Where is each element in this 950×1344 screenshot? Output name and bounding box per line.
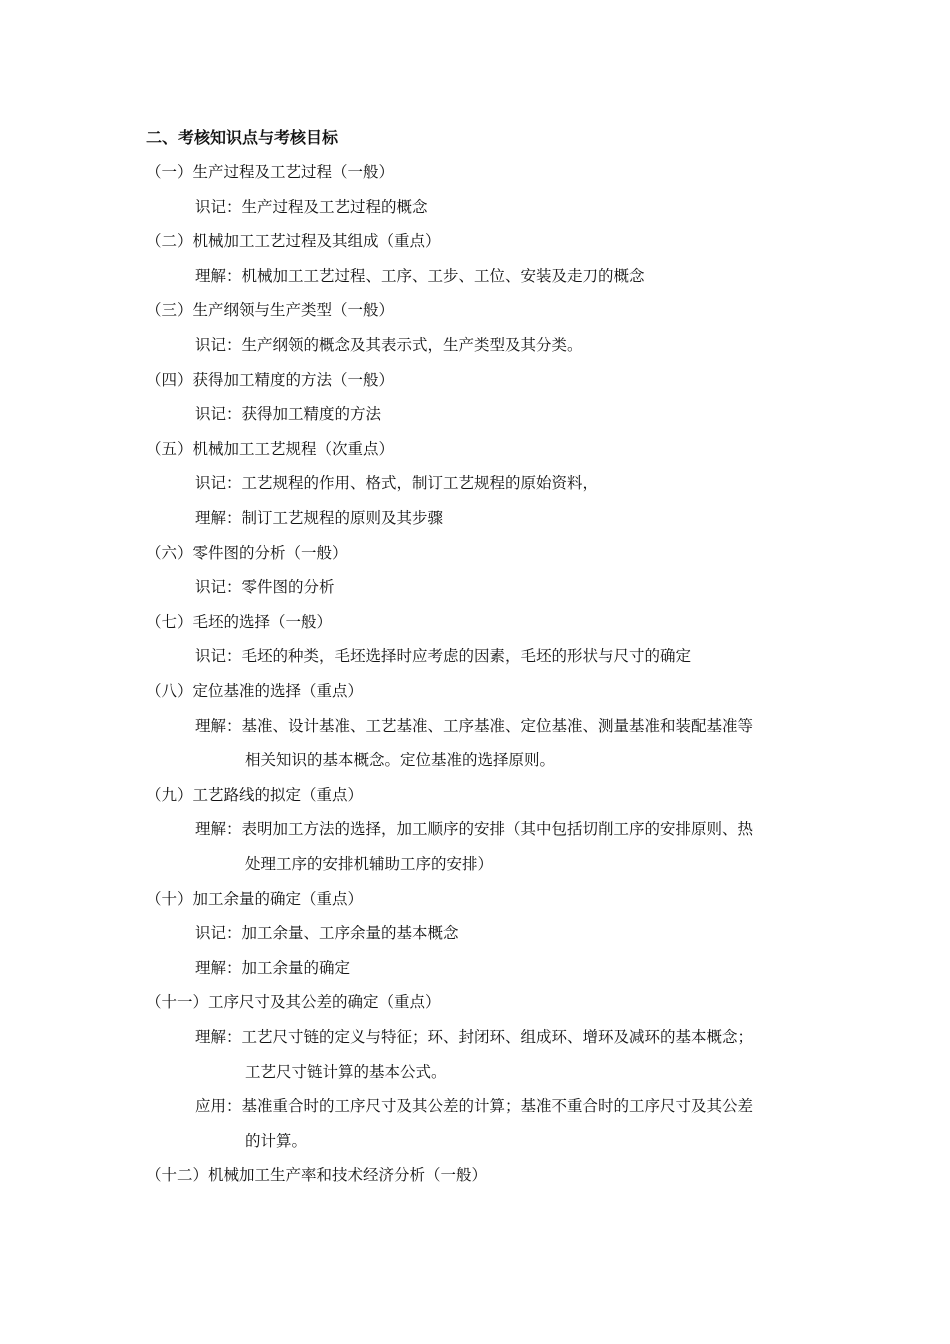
section-title: 二、考核知识点与考核目标 <box>146 128 339 147</box>
objective-line: 识记：毛坯的种类，毛坯选择时应考虑的因素，毛坯的形状与尺寸的确定 <box>195 647 692 666</box>
section-heading: （九）工艺路线的拟定（重点） <box>146 785 364 804</box>
objective-line: 识记：生产过程及工艺过程的概念 <box>195 197 428 216</box>
objective-continuation: 处理工序的安排机辅助工序的安排） <box>245 855 494 873</box>
objective-line: 理解：工艺尺寸链的定义与特征；环、封闭环、组成环、增环及减环的基本概念； <box>195 1028 754 1046</box>
objective-line: 应用：基准重合时的工序尺寸及其公差的计算；基准不重合时的工序尺寸及其公差 <box>195 1097 754 1116</box>
section-heading: （六）零件图的分析（一般） <box>146 543 348 562</box>
objective-continuation: 的计算。 <box>245 1131 308 1150</box>
objective-line: 理解：机械加工工艺过程、工序、工步、工位、安装及走刀的概念 <box>195 266 645 285</box>
objective-line: 理解：基准、设计基准、工艺基准、工序基准、定位基准、测量基准和装配基准等 <box>195 716 754 735</box>
objective-line: 识记：零件图的分析 <box>195 578 335 597</box>
objective-line: 理解：表明加工方法的选择，加工顺序的安排（其中包括切削工序的安排原则、热 <box>195 820 754 839</box>
section-heading: （三）生产纲领与生产类型（一般） <box>146 301 395 320</box>
section-heading: （十一）工序尺寸及其公差的确定（重点） <box>146 993 441 1012</box>
section-heading: （二）机械加工工艺过程及其组成（重点） <box>146 232 441 251</box>
objective-line: 识记：生产纲领的概念及其表示式，生产类型及其分类。 <box>195 336 583 354</box>
section-heading: （十）加工余量的确定（重点） <box>146 889 364 908</box>
section-heading: （七）毛坯的选择（一般） <box>146 612 333 631</box>
objective-line: 理解：加工余量的确定 <box>195 958 351 977</box>
section-heading: （十二）机械加工生产率和技术经济分析（一般） <box>146 1166 488 1185</box>
objective-line: 识记：获得加工精度的方法 <box>195 405 382 424</box>
section-heading: （八）定位基准的选择（重点） <box>146 682 364 700</box>
section-heading: （四）获得加工精度的方法（一般） <box>146 370 395 389</box>
objective-line: 理解：制订工艺规程的原则及其步骤 <box>195 509 444 527</box>
objective-line: 识记：加工余量、工序余量的基本概念 <box>195 924 459 943</box>
objective-line: 识记：工艺规程的作用、格式，制订工艺规程的原始资料， <box>195 474 599 493</box>
section-heading: （五）机械加工工艺规程（次重点） <box>146 439 395 458</box>
objective-continuation: 工艺尺寸链计算的基本公式。 <box>245 1062 447 1081</box>
objective-continuation: 相关知识的基本概念。定位基准的选择原则。 <box>245 751 556 770</box>
section-heading: （一）生产过程及工艺过程（一般） <box>146 163 395 181</box>
